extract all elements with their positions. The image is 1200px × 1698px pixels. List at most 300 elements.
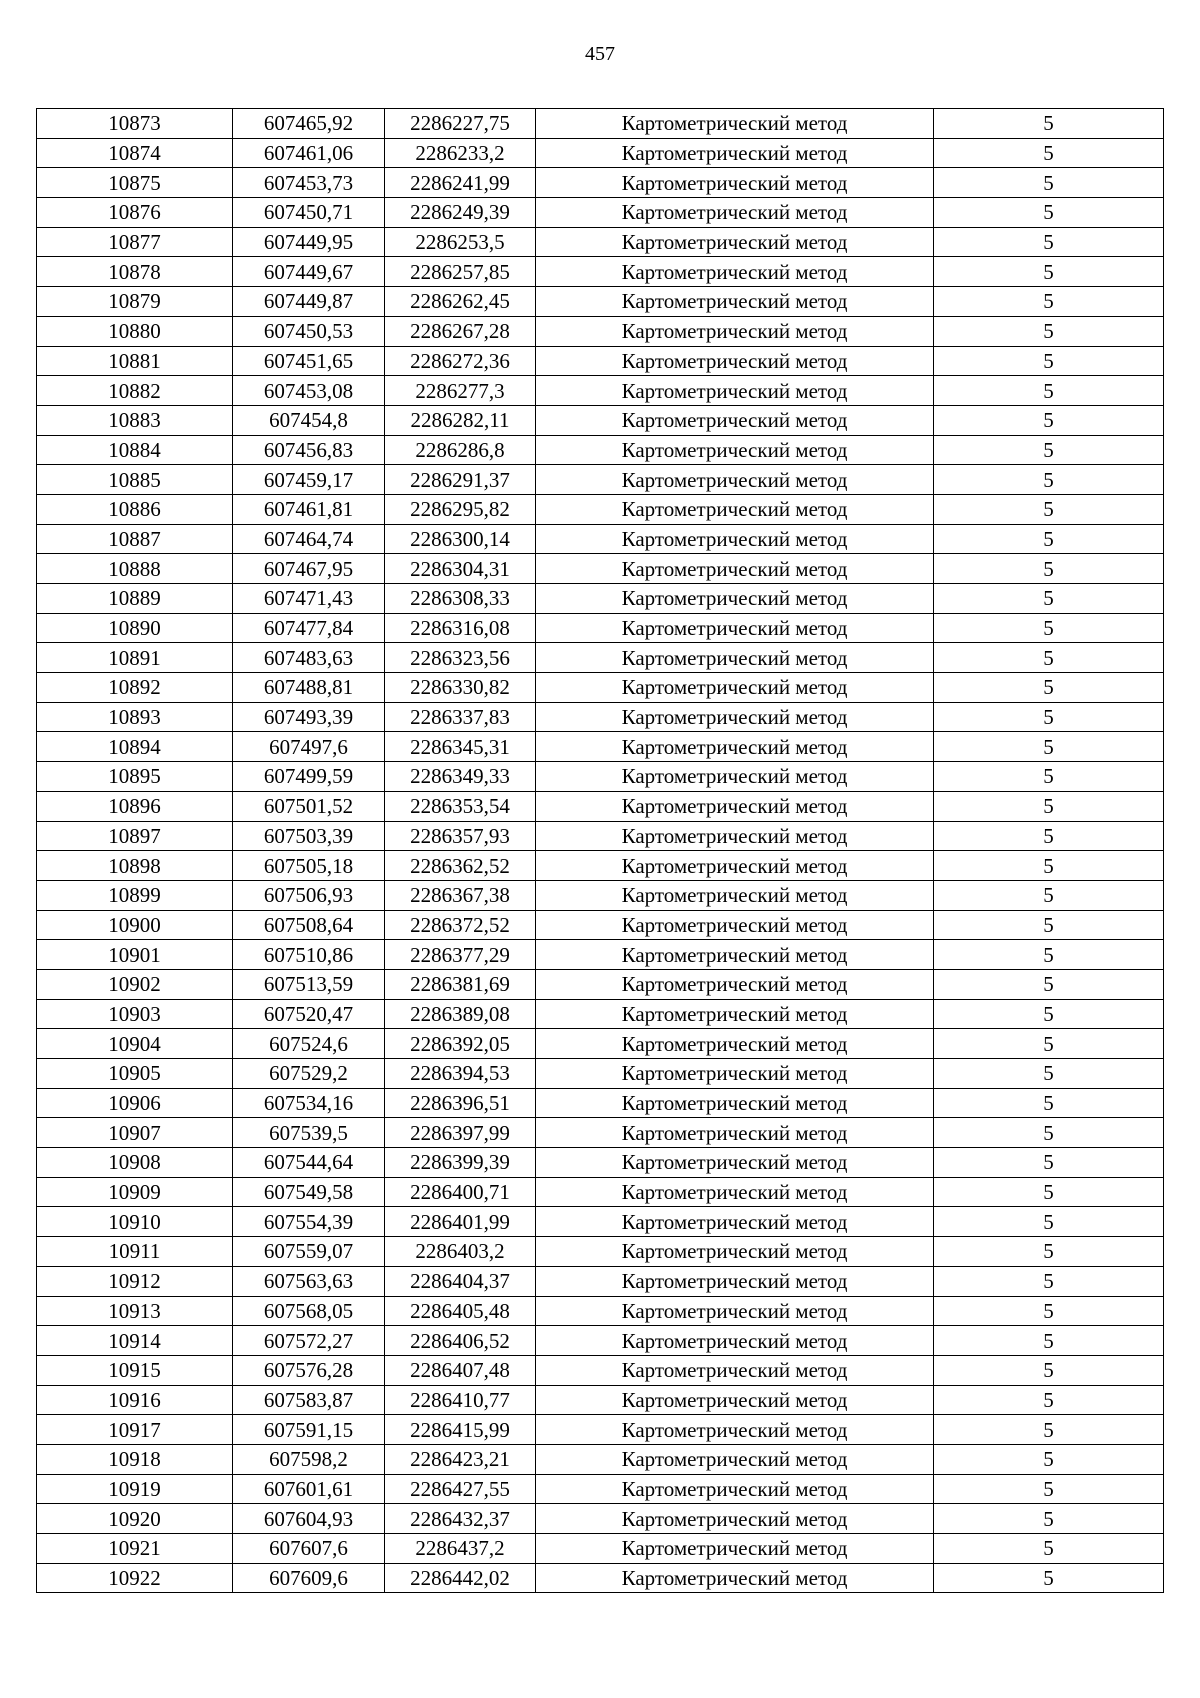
table-row	[37, 1534, 1164, 1564]
method-cell: Картометрический метод	[536, 376, 934, 406]
x-coordinate-cell: 607464,74	[233, 524, 385, 554]
table-row	[37, 287, 1164, 317]
y-coordinate-cell: 2286437,2	[385, 1534, 536, 1564]
method-cell: Картометрический метод	[536, 643, 934, 673]
method-cell: Картометрический метод	[536, 465, 934, 495]
x-coordinate-cell: 607471,43	[233, 584, 385, 614]
method-cell: Картометрический метод	[536, 1444, 934, 1474]
method-cell: Картометрический метод	[536, 762, 934, 792]
x-coordinate-cell: 607529,2	[233, 1059, 385, 1089]
method-cell: Картометрический метод	[536, 702, 934, 732]
accuracy-cell: 5	[934, 1088, 1164, 1118]
point-number-cell: 10901	[37, 940, 233, 970]
table-row	[37, 910, 1164, 940]
accuracy-cell: 5	[934, 554, 1164, 584]
point-number-cell: 10913	[37, 1296, 233, 1326]
y-coordinate-cell: 2286241,99	[385, 168, 536, 198]
x-coordinate-cell: 607497,6	[233, 732, 385, 762]
point-number-cell: 10880	[37, 316, 233, 346]
y-coordinate-cell: 2286406,52	[385, 1326, 536, 1356]
table-row	[37, 1474, 1164, 1504]
accuracy-cell: 5	[934, 435, 1164, 465]
y-coordinate-cell: 2286272,36	[385, 346, 536, 376]
x-coordinate-cell: 607520,47	[233, 999, 385, 1029]
point-number-cell: 10878	[37, 257, 233, 287]
y-coordinate-cell: 2286233,2	[385, 138, 536, 168]
table-row	[37, 732, 1164, 762]
method-cell: Картометрический метод	[536, 405, 934, 435]
x-coordinate-cell: 607449,95	[233, 227, 385, 257]
table-row	[37, 702, 1164, 732]
method-cell: Картометрический метод	[536, 1563, 934, 1593]
coordinates-table	[36, 108, 1164, 1593]
point-number-cell: 10915	[37, 1355, 233, 1385]
y-coordinate-cell: 2286404,37	[385, 1266, 536, 1296]
accuracy-cell: 5	[934, 405, 1164, 435]
method-cell: Картометрический метод	[536, 524, 934, 554]
accuracy-cell: 5	[934, 346, 1164, 376]
point-number-cell: 10919	[37, 1474, 233, 1504]
x-coordinate-cell: 607453,08	[233, 376, 385, 406]
y-coordinate-cell: 2286410,77	[385, 1385, 536, 1415]
point-number-cell: 10891	[37, 643, 233, 673]
table-row	[37, 1237, 1164, 1267]
x-coordinate-cell: 607456,83	[233, 435, 385, 465]
method-cell: Картометрический метод	[536, 1148, 934, 1178]
table-row	[37, 1355, 1164, 1385]
x-coordinate-cell: 607506,93	[233, 880, 385, 910]
table-row	[37, 1088, 1164, 1118]
method-cell: Картометрический метод	[536, 1534, 934, 1564]
method-cell: Картометрический метод	[536, 880, 934, 910]
y-coordinate-cell: 2286427,55	[385, 1474, 536, 1504]
point-number-cell: 10873	[37, 109, 233, 139]
method-cell: Картометрический метод	[536, 732, 934, 762]
method-cell: Картометрический метод	[536, 1326, 934, 1356]
accuracy-cell: 5	[934, 1563, 1164, 1593]
point-number-cell: 10893	[37, 702, 233, 732]
point-number-cell: 10884	[37, 435, 233, 465]
point-number-cell: 10876	[37, 198, 233, 228]
accuracy-cell: 5	[934, 732, 1164, 762]
accuracy-cell: 5	[934, 524, 1164, 554]
x-coordinate-cell: 607568,05	[233, 1296, 385, 1326]
y-coordinate-cell: 2286349,33	[385, 762, 536, 792]
method-cell: Картометрический метод	[536, 1474, 934, 1504]
point-number-cell: 10907	[37, 1118, 233, 1148]
y-coordinate-cell: 2286345,31	[385, 732, 536, 762]
method-cell: Картометрический метод	[536, 257, 934, 287]
method-cell: Картометрический метод	[536, 584, 934, 614]
method-cell: Картометрический метод	[536, 287, 934, 317]
accuracy-cell: 5	[934, 702, 1164, 732]
point-number-cell: 10886	[37, 494, 233, 524]
y-coordinate-cell: 2286389,08	[385, 999, 536, 1029]
method-cell: Картометрический метод	[536, 1504, 934, 1534]
point-number-cell: 10879	[37, 287, 233, 317]
accuracy-cell: 5	[934, 1207, 1164, 1237]
method-cell: Картометрический метод	[536, 851, 934, 881]
accuracy-cell: 5	[934, 1504, 1164, 1534]
y-coordinate-cell: 2286353,54	[385, 791, 536, 821]
table-row	[37, 821, 1164, 851]
y-coordinate-cell: 2286362,52	[385, 851, 536, 881]
accuracy-cell: 5	[934, 138, 1164, 168]
table-row	[37, 435, 1164, 465]
y-coordinate-cell: 2286286,8	[385, 435, 536, 465]
point-number-cell: 10905	[37, 1059, 233, 1089]
point-number-cell: 10881	[37, 346, 233, 376]
accuracy-cell: 5	[934, 584, 1164, 614]
point-number-cell: 10914	[37, 1326, 233, 1356]
accuracy-cell: 5	[934, 613, 1164, 643]
y-coordinate-cell: 2286407,48	[385, 1355, 536, 1385]
table-row	[37, 1148, 1164, 1178]
accuracy-cell: 5	[934, 1326, 1164, 1356]
method-cell: Картометрический метод	[536, 316, 934, 346]
y-coordinate-cell: 2286432,37	[385, 1504, 536, 1534]
table-row	[37, 227, 1164, 257]
accuracy-cell: 5	[934, 762, 1164, 792]
y-coordinate-cell: 2286399,39	[385, 1148, 536, 1178]
point-number-cell: 10887	[37, 524, 233, 554]
point-number-cell: 10888	[37, 554, 233, 584]
accuracy-cell: 5	[934, 287, 1164, 317]
accuracy-cell: 5	[934, 1474, 1164, 1504]
x-coordinate-cell: 607544,64	[233, 1148, 385, 1178]
accuracy-cell: 5	[934, 940, 1164, 970]
y-coordinate-cell: 2286377,29	[385, 940, 536, 970]
accuracy-cell: 5	[934, 316, 1164, 346]
accuracy-cell: 5	[934, 1148, 1164, 1178]
y-coordinate-cell: 2286423,21	[385, 1444, 536, 1474]
y-coordinate-cell: 2286295,82	[385, 494, 536, 524]
table-row	[37, 1118, 1164, 1148]
y-coordinate-cell: 2286442,02	[385, 1563, 536, 1593]
point-number-cell: 10916	[37, 1385, 233, 1415]
y-coordinate-cell: 2286308,33	[385, 584, 536, 614]
method-cell: Картометрический метод	[536, 494, 934, 524]
accuracy-cell: 5	[934, 227, 1164, 257]
y-coordinate-cell: 2286304,31	[385, 554, 536, 584]
x-coordinate-cell: 607539,5	[233, 1118, 385, 1148]
y-coordinate-cell: 2286396,51	[385, 1088, 536, 1118]
point-number-cell: 10890	[37, 613, 233, 643]
table-row	[37, 1385, 1164, 1415]
x-coordinate-cell: 607461,81	[233, 494, 385, 524]
coordinates-table-body	[37, 109, 1164, 1593]
x-coordinate-cell: 607461,06	[233, 138, 385, 168]
x-coordinate-cell: 607465,92	[233, 109, 385, 139]
method-cell: Картометрический метод	[536, 999, 934, 1029]
method-cell: Картометрический метод	[536, 346, 934, 376]
x-coordinate-cell: 607449,67	[233, 257, 385, 287]
method-cell: Картометрический метод	[536, 435, 934, 465]
accuracy-cell: 5	[934, 198, 1164, 228]
y-coordinate-cell: 2286357,93	[385, 821, 536, 851]
x-coordinate-cell: 607609,6	[233, 1563, 385, 1593]
x-coordinate-cell: 607559,07	[233, 1237, 385, 1267]
accuracy-cell: 5	[934, 1237, 1164, 1267]
accuracy-cell: 5	[934, 109, 1164, 139]
point-number-cell: 10885	[37, 465, 233, 495]
y-coordinate-cell: 2286337,83	[385, 702, 536, 732]
point-number-cell: 10897	[37, 821, 233, 851]
method-cell: Картометрический метод	[536, 1415, 934, 1445]
accuracy-cell: 5	[934, 880, 1164, 910]
y-coordinate-cell: 2286257,85	[385, 257, 536, 287]
table-row	[37, 1296, 1164, 1326]
x-coordinate-cell: 607554,39	[233, 1207, 385, 1237]
table-row	[37, 643, 1164, 673]
table-row	[37, 1207, 1164, 1237]
table-row	[37, 168, 1164, 198]
x-coordinate-cell: 607576,28	[233, 1355, 385, 1385]
method-cell: Картометрический метод	[536, 1355, 934, 1385]
method-cell: Картометрический метод	[536, 109, 934, 139]
table-row	[37, 940, 1164, 970]
table-row	[37, 405, 1164, 435]
accuracy-cell: 5	[934, 1444, 1164, 1474]
x-coordinate-cell: 607467,95	[233, 554, 385, 584]
accuracy-cell: 5	[934, 643, 1164, 673]
point-number-cell: 10904	[37, 1029, 233, 1059]
y-coordinate-cell: 2286405,48	[385, 1296, 536, 1326]
table-row	[37, 1177, 1164, 1207]
x-coordinate-cell: 607453,73	[233, 168, 385, 198]
method-cell: Картометрический метод	[536, 1385, 934, 1415]
point-number-cell: 10883	[37, 405, 233, 435]
point-number-cell: 10918	[37, 1444, 233, 1474]
method-cell: Картометрический метод	[536, 168, 934, 198]
y-coordinate-cell: 2286401,99	[385, 1207, 536, 1237]
method-cell: Картометрический метод	[536, 1059, 934, 1089]
y-coordinate-cell: 2286381,69	[385, 969, 536, 999]
accuracy-cell: 5	[934, 999, 1164, 1029]
x-coordinate-cell: 607549,58	[233, 1177, 385, 1207]
x-coordinate-cell: 607572,27	[233, 1326, 385, 1356]
point-number-cell: 10896	[37, 791, 233, 821]
x-coordinate-cell: 607488,81	[233, 673, 385, 703]
y-coordinate-cell: 2286262,45	[385, 287, 536, 317]
accuracy-cell: 5	[934, 168, 1164, 198]
x-coordinate-cell: 607450,71	[233, 198, 385, 228]
method-cell: Картометрический метод	[536, 138, 934, 168]
table-row	[37, 554, 1164, 584]
x-coordinate-cell: 607510,86	[233, 940, 385, 970]
point-number-cell: 10921	[37, 1534, 233, 1564]
table-row	[37, 969, 1164, 999]
table-row	[37, 1444, 1164, 1474]
x-coordinate-cell: 607503,39	[233, 821, 385, 851]
point-number-cell: 10895	[37, 762, 233, 792]
x-coordinate-cell: 607563,63	[233, 1266, 385, 1296]
table-row	[37, 791, 1164, 821]
point-number-cell: 10920	[37, 1504, 233, 1534]
table-row	[37, 109, 1164, 139]
method-cell: Картометрический метод	[536, 1207, 934, 1237]
point-number-cell: 10874	[37, 138, 233, 168]
point-number-cell: 10899	[37, 880, 233, 910]
accuracy-cell: 5	[934, 1118, 1164, 1148]
x-coordinate-cell: 607607,6	[233, 1534, 385, 1564]
method-cell: Картометрический метод	[536, 791, 934, 821]
x-coordinate-cell: 607513,59	[233, 969, 385, 999]
table-row	[37, 257, 1164, 287]
method-cell: Картометрический метод	[536, 910, 934, 940]
accuracy-cell: 5	[934, 1415, 1164, 1445]
x-coordinate-cell: 607459,17	[233, 465, 385, 495]
method-cell: Картометрический метод	[536, 554, 934, 584]
accuracy-cell: 5	[934, 673, 1164, 703]
method-cell: Картометрический метод	[536, 198, 934, 228]
x-coordinate-cell: 607450,53	[233, 316, 385, 346]
accuracy-cell: 5	[934, 1059, 1164, 1089]
table-row	[37, 346, 1164, 376]
point-number-cell: 10903	[37, 999, 233, 1029]
method-cell: Картометрический метод	[536, 1029, 934, 1059]
y-coordinate-cell: 2286397,99	[385, 1118, 536, 1148]
accuracy-cell: 5	[934, 1355, 1164, 1385]
x-coordinate-cell: 607604,93	[233, 1504, 385, 1534]
point-number-cell: 10911	[37, 1237, 233, 1267]
x-coordinate-cell: 607601,61	[233, 1474, 385, 1504]
accuracy-cell: 5	[934, 1029, 1164, 1059]
x-coordinate-cell: 607449,87	[233, 287, 385, 317]
y-coordinate-cell: 2286291,37	[385, 465, 536, 495]
table-row	[37, 138, 1164, 168]
accuracy-cell: 5	[934, 257, 1164, 287]
y-coordinate-cell: 2286415,99	[385, 1415, 536, 1445]
x-coordinate-cell: 607598,2	[233, 1444, 385, 1474]
y-coordinate-cell: 2286316,08	[385, 613, 536, 643]
point-number-cell: 10875	[37, 168, 233, 198]
y-coordinate-cell: 2286277,3	[385, 376, 536, 406]
accuracy-cell: 5	[934, 376, 1164, 406]
accuracy-cell: 5	[934, 791, 1164, 821]
method-cell: Картометрический метод	[536, 821, 934, 851]
table-row	[37, 198, 1164, 228]
x-coordinate-cell: 607591,15	[233, 1415, 385, 1445]
method-cell: Картометрический метод	[536, 1296, 934, 1326]
y-coordinate-cell: 2286227,75	[385, 109, 536, 139]
y-coordinate-cell: 2286403,2	[385, 1237, 536, 1267]
y-coordinate-cell: 2286394,53	[385, 1059, 536, 1089]
x-coordinate-cell: 607524,6	[233, 1029, 385, 1059]
y-coordinate-cell: 2286253,5	[385, 227, 536, 257]
method-cell: Картометрический метод	[536, 1237, 934, 1267]
x-coordinate-cell: 607534,16	[233, 1088, 385, 1118]
x-coordinate-cell: 607483,63	[233, 643, 385, 673]
y-coordinate-cell: 2286267,28	[385, 316, 536, 346]
table-row	[37, 316, 1164, 346]
x-coordinate-cell: 607493,39	[233, 702, 385, 732]
point-number-cell: 10889	[37, 584, 233, 614]
accuracy-cell: 5	[934, 1385, 1164, 1415]
table-row	[37, 1415, 1164, 1445]
method-cell: Картометрический метод	[536, 673, 934, 703]
accuracy-cell: 5	[934, 465, 1164, 495]
y-coordinate-cell: 2286282,11	[385, 405, 536, 435]
accuracy-cell: 5	[934, 494, 1164, 524]
point-number-cell: 10922	[37, 1563, 233, 1593]
y-coordinate-cell: 2286330,82	[385, 673, 536, 703]
y-coordinate-cell: 2286249,39	[385, 198, 536, 228]
accuracy-cell: 5	[934, 910, 1164, 940]
x-coordinate-cell: 607499,59	[233, 762, 385, 792]
point-number-cell: 10906	[37, 1088, 233, 1118]
x-coordinate-cell: 607477,84	[233, 613, 385, 643]
point-number-cell: 10894	[37, 732, 233, 762]
table-row	[37, 613, 1164, 643]
accuracy-cell: 5	[934, 1296, 1164, 1326]
x-coordinate-cell: 607505,18	[233, 851, 385, 881]
point-number-cell: 10909	[37, 1177, 233, 1207]
x-coordinate-cell: 607454,8	[233, 405, 385, 435]
y-coordinate-cell: 2286323,56	[385, 643, 536, 673]
table-row	[37, 762, 1164, 792]
point-number-cell: 10917	[37, 1415, 233, 1445]
x-coordinate-cell: 607501,52	[233, 791, 385, 821]
table-row	[37, 1326, 1164, 1356]
method-cell: Картометрический метод	[536, 940, 934, 970]
table-row	[37, 465, 1164, 495]
y-coordinate-cell: 2286372,52	[385, 910, 536, 940]
accuracy-cell: 5	[934, 821, 1164, 851]
method-cell: Картометрический метод	[536, 613, 934, 643]
point-number-cell: 10882	[37, 376, 233, 406]
point-number-cell: 10900	[37, 910, 233, 940]
point-number-cell: 10910	[37, 1207, 233, 1237]
table-row	[37, 851, 1164, 881]
point-number-cell: 10898	[37, 851, 233, 881]
method-cell: Картометрический метод	[536, 1177, 934, 1207]
table-row	[37, 1563, 1164, 1593]
point-number-cell: 10902	[37, 969, 233, 999]
point-number-cell: 10892	[37, 673, 233, 703]
y-coordinate-cell: 2286300,14	[385, 524, 536, 554]
table-row	[37, 673, 1164, 703]
page-number: 457	[585, 43, 615, 65]
point-number-cell: 10877	[37, 227, 233, 257]
table-row	[37, 880, 1164, 910]
method-cell: Картометрический метод	[536, 1266, 934, 1296]
x-coordinate-cell: 607451,65	[233, 346, 385, 376]
table-row	[37, 1029, 1164, 1059]
method-cell: Картометрический метод	[536, 227, 934, 257]
table-row	[37, 524, 1164, 554]
table-row	[37, 584, 1164, 614]
point-number-cell: 10908	[37, 1148, 233, 1178]
table-row	[37, 494, 1164, 524]
accuracy-cell: 5	[934, 969, 1164, 999]
table-row	[37, 999, 1164, 1029]
method-cell: Картометрический метод	[536, 1088, 934, 1118]
accuracy-cell: 5	[934, 1266, 1164, 1296]
method-cell: Картометрический метод	[536, 1118, 934, 1148]
point-number-cell: 10912	[37, 1266, 233, 1296]
table-row	[37, 1266, 1164, 1296]
accuracy-cell: 5	[934, 851, 1164, 881]
table-row	[37, 376, 1164, 406]
y-coordinate-cell: 2286392,05	[385, 1029, 536, 1059]
table-row	[37, 1059, 1164, 1089]
table-row	[37, 1504, 1164, 1534]
method-cell: Картометрический метод	[536, 969, 934, 999]
x-coordinate-cell: 607508,64	[233, 910, 385, 940]
y-coordinate-cell: 2286400,71	[385, 1177, 536, 1207]
accuracy-cell: 5	[934, 1177, 1164, 1207]
